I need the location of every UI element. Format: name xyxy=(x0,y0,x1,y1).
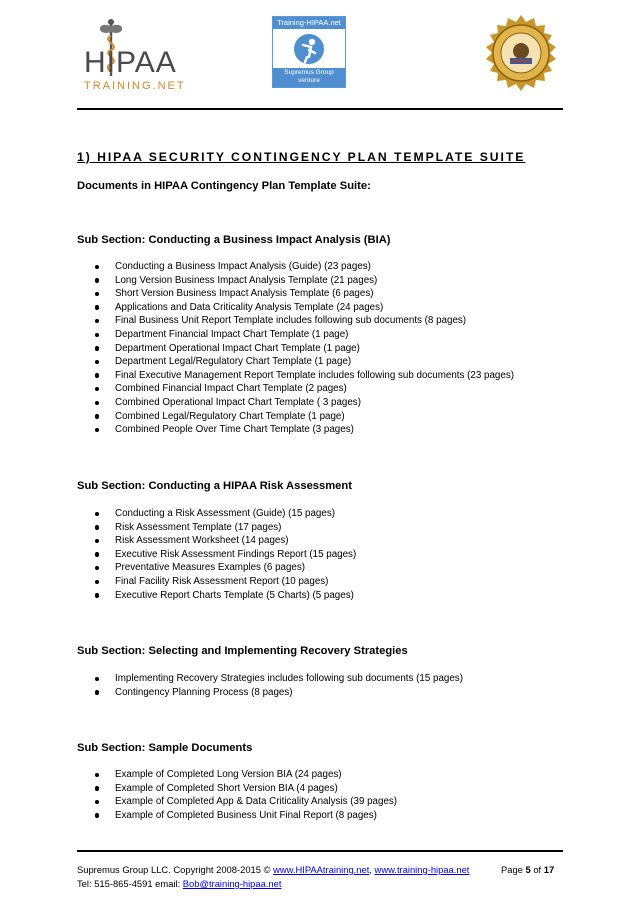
training-hipaa-badge xyxy=(272,16,346,88)
list-item: Preventative Measures Examples (6 pages) xyxy=(95,561,356,575)
training-hipaa-link[interactable]: www.training-hipaa.net xyxy=(374,864,470,875)
certification-seal-icon xyxy=(482,14,560,92)
bullet-icon xyxy=(95,401,99,405)
list-item: Executive Risk Assessment Findings Report (15 pages) xyxy=(95,548,356,562)
header-divider xyxy=(77,108,563,110)
link-separator: , xyxy=(369,864,375,875)
hipaatraining-link[interactable]: www.HIPAAtraining.net xyxy=(273,864,370,875)
list-item: Combined People Over Time Chart Template (3 pages) xyxy=(95,423,514,437)
list-item: Combined Financial Impact Chart Template (2 pages) xyxy=(95,382,514,396)
list-item: Example of Completed Short Version BIA (4 pages) xyxy=(95,782,397,796)
bullet-icon xyxy=(95,800,99,804)
badge-footer-line1: Supremus Group xyxy=(284,69,334,76)
footer-copyright-line xyxy=(77,864,469,875)
list-item: Combined Legal/Regulatory Chart Template (1 page) xyxy=(95,410,514,424)
section-list-bia xyxy=(95,260,514,437)
list-item: Implementing Recovery Strategies includes following sub documents (15 pages) xyxy=(95,672,463,686)
section-list-risk-assessment xyxy=(95,507,356,602)
section-title-bia: Sub Section: Conducting a Business Impact Analysis (BIA) xyxy=(77,234,391,246)
list-item: Example of Completed Business Unit Final Report (8 pages) xyxy=(95,809,397,823)
footer-contact-line xyxy=(77,878,281,889)
bullet-icon xyxy=(95,539,99,543)
list-item: Short Version Business Impact Analysis Template (6 pages) xyxy=(95,287,514,301)
list-item: Department Financial Impact Chart Template (1 page) xyxy=(95,328,514,342)
bullet-icon xyxy=(95,265,99,269)
bullet-icon xyxy=(95,593,99,597)
bullet-icon xyxy=(95,786,99,790)
section-title-recovery-strategies: Sub Section: Selecting and Implementing Recovery Strategies xyxy=(77,645,408,657)
bullet-icon xyxy=(95,346,99,350)
bullet-icon xyxy=(95,552,99,556)
bullet-icon xyxy=(95,512,99,516)
bullet-icon xyxy=(95,333,99,337)
section-list-recovery-strategies xyxy=(95,672,463,699)
list-item: Final Business Unit Report Template includes following sub documents (8 pages) xyxy=(95,314,514,328)
logo-word: HIPAA xyxy=(84,46,177,79)
bullet-icon xyxy=(95,677,99,681)
badge-footer-line2: venture xyxy=(298,77,320,84)
badge-title: Training-HIPAA.net xyxy=(273,17,345,29)
telephone-text: Tel: 515-865-4591 email: xyxy=(77,878,183,889)
bullet-icon xyxy=(95,305,99,309)
list-item: Long Version Business Impact Analysis Template (21 pages) xyxy=(95,274,514,288)
section-list-sample-documents xyxy=(95,768,397,822)
bullet-icon xyxy=(95,319,99,323)
list-item: Executive Report Charts Template (5 Charts) (5 pages) xyxy=(95,589,356,603)
bullet-icon xyxy=(95,414,99,418)
list-item: Conducting a Business Impact Analysis (Guide) (23 pages) xyxy=(95,260,514,274)
page-number: Page 5 of 17 xyxy=(501,864,555,875)
bullet-icon xyxy=(95,813,99,817)
list-item: Department Legal/Regulatory Chart Template (1 page) xyxy=(95,355,514,369)
bullet-icon xyxy=(95,690,99,694)
bullet-icon xyxy=(95,387,99,391)
list-item: Risk Assessment Worksheet (14 pages) xyxy=(95,534,356,548)
bullet-icon xyxy=(95,773,99,777)
list-item: Conducting a Risk Assessment (Guide) (15 pages) xyxy=(95,507,356,521)
bullet-icon xyxy=(95,373,99,377)
list-item: Applications and Data Criticality Analysis Template (24 pages) xyxy=(95,301,514,315)
email-link[interactable]: Bob@training-hipaa.net xyxy=(182,878,282,889)
section-title-risk-assessment: Sub Section: Conducting a HIPAA Risk Assessment xyxy=(77,480,352,492)
badge-footer xyxy=(273,68,345,87)
section-title-sample-documents: Sub Section: Sample Documents xyxy=(77,742,253,754)
list-item: Example of Completed App & Data Criticality Analysis (39 pages) xyxy=(95,795,397,809)
list-item: Combined Operational Impact Chart Template ( 3 pages) xyxy=(95,396,514,410)
logo-subtitle: TRAINING.NET xyxy=(84,80,186,92)
bullet-icon xyxy=(95,525,99,529)
copyright-text: Supremus Group LLC. Copyright 2008-2015 © xyxy=(77,864,274,875)
list-item: Final Executive Management Report Template includes following sub documents (23 pages) xyxy=(95,369,514,383)
bullet-icon xyxy=(95,278,99,282)
bullet-icon xyxy=(95,566,99,570)
list-item: Risk Assessment Template (17 pages) xyxy=(95,521,356,535)
hipaa-training-logo xyxy=(84,18,186,92)
bullet-icon xyxy=(95,428,99,432)
person-icon xyxy=(293,33,325,65)
bullet-icon xyxy=(95,292,99,296)
list-item: Final Facility Risk Assessment Report (10 pages) xyxy=(95,575,356,589)
intro-heading: Documents in HIPAA Contingency Plan Template Suite: xyxy=(77,180,371,192)
list-item: Department Operational Impact Chart Template (1 page) xyxy=(95,342,514,356)
page-title: 1) HIPAA SECURITY CONTINGENCY PLAN TEMPLATE SUITE xyxy=(77,150,526,164)
bullet-icon xyxy=(95,360,99,364)
bullet-icon xyxy=(95,580,99,584)
list-item: Example of Completed Long Version BIA (24 pages) xyxy=(95,768,397,782)
footer-divider xyxy=(77,850,563,852)
list-item: Contingency Planning Process (8 pages) xyxy=(95,686,463,700)
